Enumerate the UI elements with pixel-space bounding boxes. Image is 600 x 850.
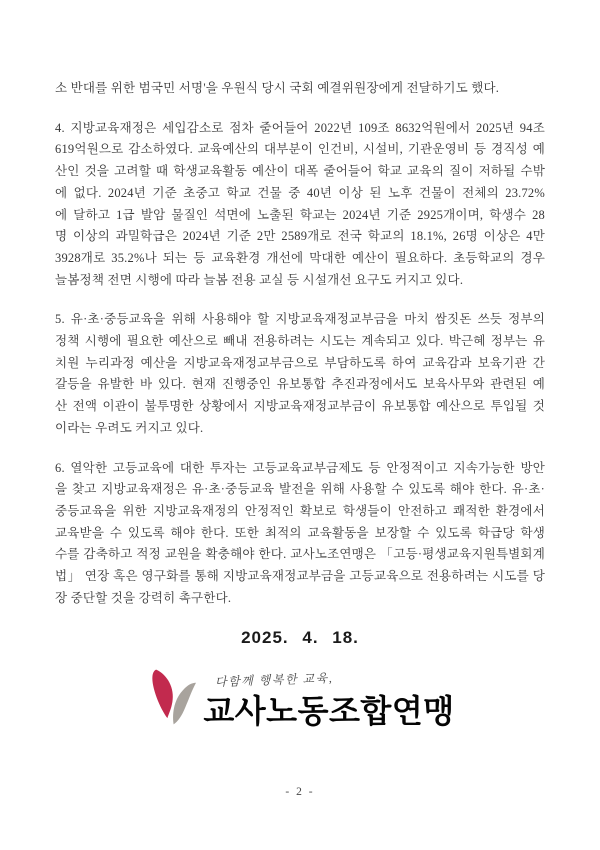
org-logo bbox=[55, 665, 545, 729]
text-line: 늘봄정책 전면 시행에 따라 늘봄 전용 교실 등 시설개선 요구도 커지고 있다. bbox=[55, 272, 464, 287]
text-line: 산 전액 이관이 불투명한 상황에서 지방교육재정교부금이 유보통합 예산으로 투입될 것 bbox=[55, 399, 545, 414]
paragraphs-container bbox=[55, 78, 545, 609]
text-line: 3928개로 35.2%나 되는 등 교육환경 개선에 막대한 예산이 필요하다. 초등학교의 경우 bbox=[55, 250, 545, 265]
text-line: 수를 감축하고 적정 교원을 확충해야 한다. 교사노조연맹은 「고등·평생교육지원특별회계 bbox=[55, 547, 545, 562]
text-line: 산인 것을 고려할 때 학생교육활동 예산이 대폭 줄어들어 학교 교육의 질이 저하될 수밖 bbox=[55, 164, 545, 179]
date-line: 2025. 4. 18. bbox=[241, 628, 359, 648]
text-line: 교육받을 수 있도록 해야 한다. 또한 최적의 교육활동을 보장할 수 있도록 학급당 학생 bbox=[55, 525, 545, 540]
logo-text-group bbox=[203, 670, 454, 729]
text-line: 갈등을 유발한 바 있다. 현재 진행중인 유보통합 추진과정에서도 보육사무와 관련된 예 bbox=[55, 377, 545, 392]
text-line: 정책 시행에 필요한 예산으로 빼내 전용하려는 시도는 계속되고 있다. 박근혜 정부는 유 bbox=[55, 334, 545, 349]
text-line: 4. 지방교육재정은 세입감소로 점차 줄어들어 2022년 109조 8632억원에서 2025년 94조 bbox=[55, 120, 545, 135]
paragraph bbox=[55, 458, 545, 610]
text-line: 이라는 우려도 커지고 있다. bbox=[55, 420, 204, 435]
text-line: 에 없다. 2024년 기준 초중고 학교 건물 중 40년 이상 된 노후 건물이 전체의 23.72% bbox=[55, 185, 545, 200]
text-line: 중등교육을 위한 지방교육재정의 안정적인 확보로 학생들이 안전하고 쾌적한 환경에서 bbox=[55, 503, 545, 518]
text-line: 명 이상의 과밀학급은 2024년 기준 2만 2589개로 전국 학교의 18.1%, 26명 이상은 4만 bbox=[55, 229, 545, 244]
text-line: 5. 유·초·중등교육을 위해 사용해야 할 지방교육재정교부금을 마치 쌈짓돈 쓰듯 정부의 bbox=[55, 312, 545, 327]
text-line: 치원 누리과정 예산을 지방교육재정교부금으로 부담하도록 하여 교육감과 보육기관 간 bbox=[55, 355, 545, 370]
paragraph bbox=[55, 78, 545, 100]
text-line: 장 중단할 것을 강력히 촉구한다. bbox=[55, 590, 232, 605]
text-line: 법」 연장 혹은 영구화를 통해 지방교육재정교부금을 고등교육으로 전용하려는 시도를 당 bbox=[55, 569, 545, 584]
logo-org-name: 교사노동조합연맹 bbox=[203, 693, 455, 730]
text-line: 에 달하고 1급 발암 물질인 석면에 노출된 학교는 2024년 기준 2925개이며, 학생수 28 bbox=[55, 207, 545, 222]
logo-slogan: 다함께 행복한 교육, bbox=[215, 671, 334, 690]
text-line: 619억원으로 감소하였다. 교육예산의 대부분이 인건비, 시설비, 기관운영비 등 경직성 예 bbox=[55, 142, 545, 157]
logo-leaf-icon bbox=[145, 665, 201, 729]
page-number: - 2 - bbox=[285, 786, 315, 798]
text-line: 을 찾고 지방교육재정은 유·초·중등교육 발전을 위해 사용할 수 있도록 해야 한다. 유·초· bbox=[55, 482, 545, 497]
logo-leaf-gray-shape bbox=[173, 683, 196, 725]
paragraph bbox=[55, 309, 545, 439]
logo-leaf-red-shape bbox=[153, 670, 174, 719]
document-body bbox=[55, 78, 545, 729]
text-line: 소 반대를 위한 범국민 서명'을 우원식 당시 국회 예결위원장에게 전달하기도 했다. bbox=[55, 81, 500, 95]
paragraph bbox=[55, 118, 545, 292]
text-line: 6. 열악한 고등교육에 대한 투자는 고등교육교부금제도 등 안정적이고 지속가능한 방안 bbox=[55, 460, 545, 475]
